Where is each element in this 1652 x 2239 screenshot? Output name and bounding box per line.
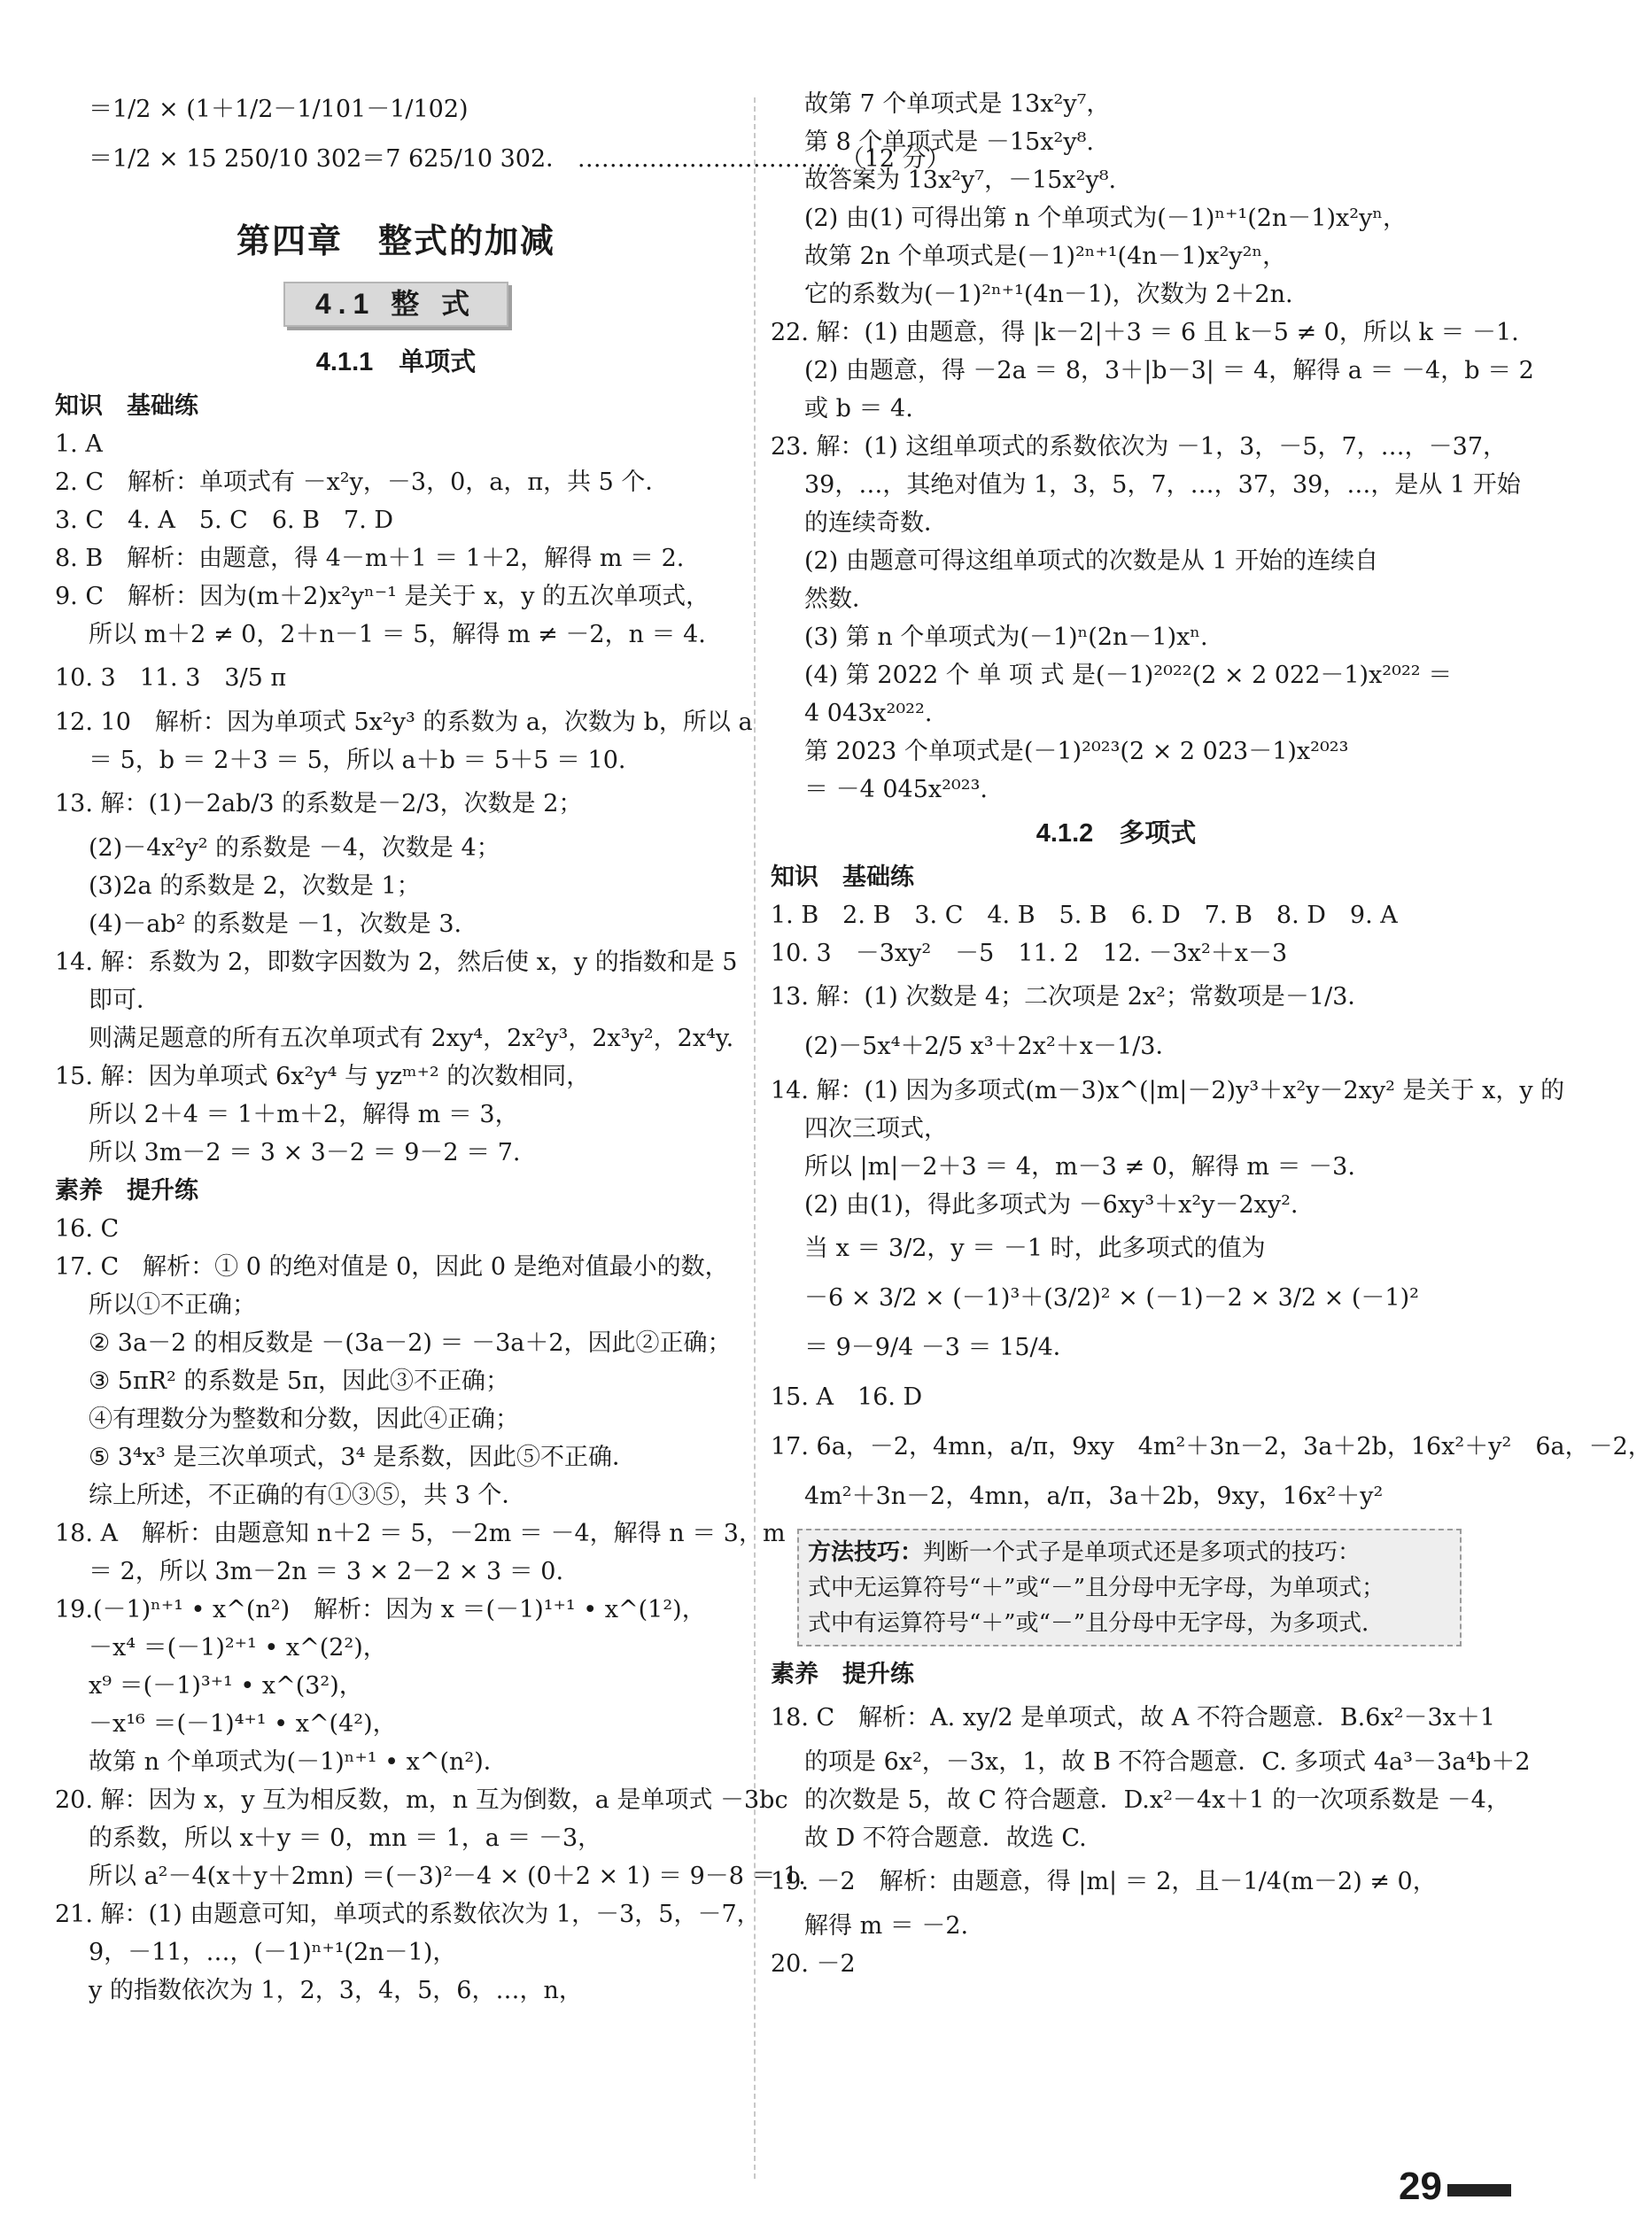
category-advanced: 素养 提升练 [771,1661,914,1687]
answer-line: 故答案为 13x²y⁷，－15x²y⁸. [804,167,1117,194]
answer-line: 9. C 解析：因为(m＋2)x²yⁿ⁻¹ 是关于 x，y 的五次单项式， [55,583,710,610]
pre-line-1: ＝1/2 × (1＋1/2－1/101－1/102) [89,96,469,123]
answer-line: ＝ －4 045x²⁰²³. [804,776,988,803]
answer-line: 10. 3 －3xy² －5 11. 2 12. －3x²＋x－3 [771,940,1288,967]
answer-line: 所以 a²－4(x＋y＋2mn) ＝(－3)²－4 × (0＋2 × 1) ＝ 9－8 ＝ 1. [89,1863,806,1890]
answer-line: (4)－ab² 的系数是 －1，次数是 3. [89,910,462,938]
answer-line: (2) 由(1)，得此多项式为 －6xy³＋x²y－2xy². [804,1191,1299,1219]
right-column [771,85,1652,1983]
answer-line: 1. B 2. B 3. C 4. B 5. B 6. D 7. B 8. D 9. A [771,902,1398,929]
answer-line: 1. A [55,430,103,458]
section-title: 4.1 整 式 [283,282,508,327]
answer-line: (2) 由题意可得这组单项式的次数是从 1 开始的连续自 [804,547,1379,575]
answer-line: 17. C 解析：① 0 的绝对值是 0，因此 0 是绝对值最小的数， [55,1253,729,1281]
answer-line: 或 b ＝ 4. [804,395,913,422]
answer-line: (3)2a 的系数是 2，次数是 1； [89,872,421,900]
answer-line: (2) 由题意，得 －2a ＝ 8，3＋|b－3| ＝ 4，解得 a ＝ －4，b ＝ 2 [804,357,1534,384]
answer-line: －x⁴ ＝(－1)²⁺¹ • x^(2²)， [89,1634,387,1662]
answer-line: 3. C 4. A 5. C 6. B 7. D [55,507,394,534]
answer-line: ＝ 5，b ＝ 2＋3 ＝ 5，所以 a＋b ＝ 5＋5 ＝ 10. [89,747,626,774]
answer-line: 则满足题意的所有五次单项式有 2xy⁴，2x²y³，2x³y²，2x⁴y. [89,1025,734,1052]
tip-label: 方法技巧： [808,1538,924,1565]
pre-line-2: ＝1/2 × 15 250/10 302＝7 625/10 302． ……………………………（12 分） [89,145,950,173]
answer-line: 所以 |m|－2＋3 ＝ 4，m－3 ≠ 0，解得 m ＝ －3. [804,1153,1355,1181]
answer-line: 的项是 6x²，－3x，1，故 B 不符合题意．C. 多项式 4a³－3a⁴b＋2 [804,1748,1531,1776]
answer-line: 所以 m＋2 ≠ 0，2＋n－1 ＝ 5，解得 m ≠ －2，n ＝ 4. [89,621,706,648]
answer-line: 18. A 解析：由题意知 n＋2 ＝ 5，－2m ＝ －4，解得 n ＝ 3，m [55,1520,786,1547]
answer-line: 所以①不正确； [89,1291,256,1319]
answer-line: 16. C [55,1215,120,1243]
answer-line: 13. 解：(1)－2ab/3 的系数是－2/3，次数是 2； [55,790,583,817]
answer-line: (2)－5x⁴＋2/5 x³＋2x²＋x－1/3． [804,1033,1180,1060]
answer-line: 14. 解：(1) 因为多项式(m－3)x^(|m|－2)y³＋x²y－2xy² 是关于 x，y 的 [771,1077,1565,1104]
answer-line: 当 x ＝ 3/2，y ＝ －1 时，此多项式的值为 [804,1235,1266,1262]
answer-line: 所以 3m－2 ＝ 3 × 3－2 ＝ 9－2 ＝ 7. [89,1139,521,1166]
answer-line: －x¹⁶ ＝(－1)⁴⁺¹ • x^(4²)， [89,1710,397,1738]
answer-line: y 的指数依次为 1，2，3，4，5，6，…，n， [89,1977,583,2004]
answer-line: 它的系数为(－1)²ⁿ⁺¹(4n－1)，次数为 2＋2n. [804,281,1293,308]
answer-line: 21. 解：(1) 由题意可知，单项式的系数依次为 1，－3，5，－7， [55,1901,761,1928]
answer-line: ④有理数分为整数和分数，因此④正确； [89,1406,519,1433]
subsection-title-4-1-1: 4.1.1 单项式 [315,348,477,376]
answer-line: ⑤ 3⁴x³ 是三次单项式，3⁴ 是系数，因此⑤不正确． [89,1444,637,1471]
answer-line: 18. C 解析：A. xy/2 是单项式，故 A 不符合题意．B.6x²－3x＋1 [771,1704,1496,1732]
answer-line: (2) 由(1) 可得出第 n 个单项式为(－1)ⁿ⁺¹(2n－1)x²yⁿ， [804,205,1408,232]
answer-line: 解得 m ＝ －2. [804,1912,969,1940]
answer-line: 2. C 解析：单项式有 －x²y，－3，0，a，π，共 5 个． [55,469,670,496]
answer-line: 15. A 16. D [771,1383,923,1411]
answer-line: 13. 解：(1) 次数是 4；二次项是 2x²；常数项是－1/3． [771,983,1372,1011]
answer-line: 故第 2n 个单项式是(－1)²ⁿ⁺¹(4n－1)x²y²ⁿ， [804,243,1287,270]
answer-line: －6 × 3/2 × (－1)³＋(3/2)² × (－1)－2 × 3/2 × (－1)² [804,1284,1419,1312]
answer-line: 故 D 不符合题意．故选 C. [804,1825,1087,1852]
answer-line: 的系数，所以 x＋y ＝ 0，mn ＝ 1，a ＝ －3， [89,1825,602,1852]
category-basic: 知识 基础练 [771,864,914,890]
answer-line: 15. 解：因为单项式 6x²y⁴ 与 yzᵐ⁺² 的次数相同， [55,1063,591,1090]
answer-line: 14. 解：系数为 2，即数字因数为 2，然后使 x，y 的指数和是 5 [55,949,738,976]
answer-line: 四次三项式， [804,1115,948,1143]
answer-line: 8. B 解析：由题意，得 4－m＋1 ＝ 1＋2，解得 m ＝ 2. [55,545,685,572]
answer-line: 4m²＋3n－2，4mn，a/π，3a＋2b，9xy，16x²＋y² [804,1483,1384,1510]
answer-line: 第 2023 个单项式是(－1)²⁰²³(2 × 2 023－1)x²⁰²³ [804,738,1349,765]
answer-line: ③ 5πR² 的系数是 5π，因此③不正确； [89,1367,509,1395]
answer-line: x⁹ ＝(－1)³⁺¹ • x^(3²)， [89,1672,363,1700]
answer-line: 19.(－1)ⁿ⁺¹ • x^(n²) 解析：因为 x ＝(－1)¹⁺¹ • x^(1²)， [55,1596,706,1623]
answer-line: 故第 n 个单项式为(－1)ⁿ⁺¹ • x^(n²)． [89,1748,508,1776]
answer-line: 然数． [804,585,876,613]
answer-line: 19. －2 解析：由题意，得 |m| ＝ 2，且－1/4(m－2) ≠ 0， [771,1868,1437,1895]
answer-line: (2)－4x²y² 的系数是 －4，次数是 4； [89,834,500,862]
answer-line: 所以 2＋4 ＝ 1＋m＋2，解得 m ＝ 3， [89,1101,519,1128]
tip-line: 判断一个式子是单项式还是多项式的技巧： [923,1539,1361,1566]
answer-line: ＝ 9－9/4 －3 ＝ 15/4． [804,1334,1077,1361]
page-number: 29 [1399,2165,1442,2208]
answer-line: 4 043x²⁰²². [804,700,933,727]
answer-line: 39，…，其绝对值为 1，3，5，7，…，37，39，…，是从 1 开始 [804,471,1521,499]
answer-line: 17. 6a，－2，4mn，a/π，9xy 4m²＋3n－2，3a＋2b，16x²＋y² 6a，－2， [771,1433,1652,1460]
answer-line: 20. 解：因为 x，y 互为相反数，m，n 互为倒数，a 是单项式 －3bc [55,1786,788,1814]
method-tip-box [797,1529,1462,1646]
answer-line: ② 3a－2 的相反数是 －(3a－2) ＝ －3a＋2，因此②正确； [89,1329,732,1357]
answer-line: 第 8 个单项式是 －15x²y⁸. [804,128,1094,156]
answer-line: 22. 解：(1) 由题意，得 |k－2|＋3 ＝ 6 且 k－5 ≠ 0，所以 k ＝ －1. [771,319,1519,346]
answer-line: 10. 3 11. 3 3/5 π [55,664,287,692]
answer-line: (4) 第 2022 个 单 项 式 是(－1)²⁰²²(2 × 2 022－1)x²⁰²² ＝ [804,662,1453,689]
category-basic: 知识 基础练 [55,392,198,419]
answer-line: 综上所述，不正确的有①③⑤，共 3 个． [89,1482,526,1509]
answer-line: 即可． [89,987,160,1014]
tip-line: 式中无运算符号“＋”或“－”且分母中无字母，为单项式； [808,1575,1385,1601]
chapter-title: 第四章 整式的加减 [236,221,555,260]
answer-line: 23. 解：(1) 这组单项式的系数依次为 －1，3，－5，7，…，－37， [771,433,1508,461]
answer-line: 12. 10 解析：因为单项式 5x²y³ 的系数为 a，次数为 b，所以 a [55,709,753,736]
answer-line: 9，－11，…，(－1)ⁿ⁺¹(2n－1)， [89,1939,457,1966]
answer-line: 20. －2 [771,1950,856,1978]
tip-line: 式中有运算符号“＋”或“－”且分母中无字母，为多项式． [808,1610,1385,1637]
answer-line: (3) 第 n 个单项式为(－1)ⁿ(2n－1)xⁿ. [804,624,1208,651]
answer-line: ＝ 2，所以 3m－2n ＝ 3 × 2－2 × 3 ＝ 0. [89,1558,564,1585]
page-number-bar [1447,2184,1511,2196]
category-advanced: 素养 提升练 [55,1177,198,1204]
subsection-title-4-1-2: 4.1.2 多项式 [1035,819,1197,848]
answer-line: 的次数是 5，故 C 符合题意．D.x²－4x＋1 的一次项系数是 －4， [804,1786,1510,1814]
answer-line: 的连续奇数． [804,509,948,537]
answer-line: 故第 7 个单项式是 13x²y⁷， [804,90,1111,118]
